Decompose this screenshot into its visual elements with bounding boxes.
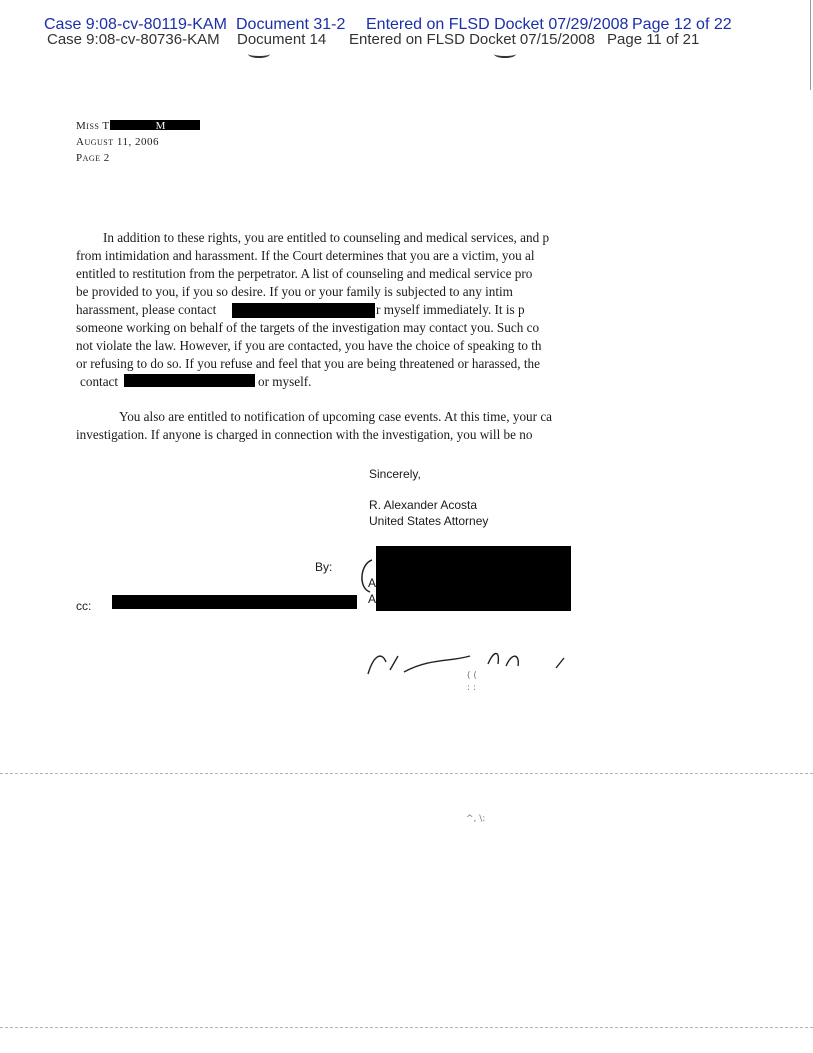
addressee-line <box>76 120 200 132</box>
redaction-block <box>124 374 255 387</box>
stamp-document-number: Document 14 <box>237 31 327 48</box>
stamp-page-number: Page 11 of 21 <box>607 31 700 48</box>
stamp-page-number: Page 12 of 22 <box>632 16 732 33</box>
stamp-case-number: Case 9:08-cv-80119-KAM <box>44 16 227 33</box>
signatory-initial: A <box>368 576 377 590</box>
body-line: or myself. <box>258 374 312 389</box>
body-line: You also are entitled to notification of upcoming case events. At this time, your ca <box>119 409 553 424</box>
body-line: contact <box>80 374 119 389</box>
body-line: be provided to you, if you so desire. If you or your family is subjected to any intim <box>76 284 513 299</box>
filing-stamp-secondary <box>47 32 699 47</box>
stamp-case-number: Case 9:08-cv-80736-KAM <box>47 31 220 48</box>
body-line: entitled to restitution from the perpetrator. A list of counseling and medical service pro <box>76 266 533 281</box>
signatory-initial: A <box>368 592 377 606</box>
body-line: or refusing to do so. If you refuse and feel that you are being threatened or harassed, the <box>76 356 540 371</box>
scan-mark: ( ( <box>467 671 477 681</box>
stamp-entered-date: Entered on FLSD Docket 07/15/2008 <box>349 31 595 48</box>
redaction-block <box>232 303 375 318</box>
stamp-entered-date: Entered on FLSD Docket 07/29/2008 <box>366 16 629 33</box>
hole-punch-mark <box>494 50 516 58</box>
body-line: harassment, please contact <box>76 302 217 317</box>
closing-salutation: Sincerely, <box>369 467 421 481</box>
letter-date: August 11, 2006 <box>76 136 159 148</box>
body-line: from intimidation and harassment. If the Court determines that you are a victim, you al <box>76 248 535 263</box>
hole-punch-mark <box>248 50 270 58</box>
body-line: investigation. If anyone is charged in connection with the investigation, you will be no <box>76 427 533 442</box>
body-line: not violate the law. However, if you are contacted, you have the choice of speaking to th <box>76 338 542 353</box>
addressee-name: Miss T <box>76 120 110 132</box>
body-line: r myself immediately. It is p <box>376 302 525 317</box>
redaction-block <box>166 120 200 130</box>
body-line: In addition to these rights, you are entitled to counseling and medical services, and p <box>103 230 550 245</box>
redaction-block <box>112 595 357 609</box>
handwritten-signature <box>360 644 610 684</box>
addressee-surname-initial: M <box>155 120 166 132</box>
stamp-document-number: Document 31-2 <box>236 16 346 33</box>
scan-separator-line <box>0 1027 813 1028</box>
letter-page-number: Page 2 <box>76 152 110 164</box>
page-edge-line <box>810 0 811 90</box>
by-label: By: <box>315 560 333 574</box>
signatory-title: United States Attorney <box>369 514 489 528</box>
scan-separator-line <box>0 773 813 774</box>
scan-mark: ^, \: <box>466 814 486 824</box>
redaction-block <box>376 546 571 611</box>
scan-mark: : : <box>467 683 476 693</box>
signatory-name: R. Alexander Acosta <box>369 498 478 512</box>
cc-label: cc: <box>76 599 92 613</box>
body-line: someone working on behalf of the targets of the investigation may contact you. Such co <box>76 320 540 335</box>
